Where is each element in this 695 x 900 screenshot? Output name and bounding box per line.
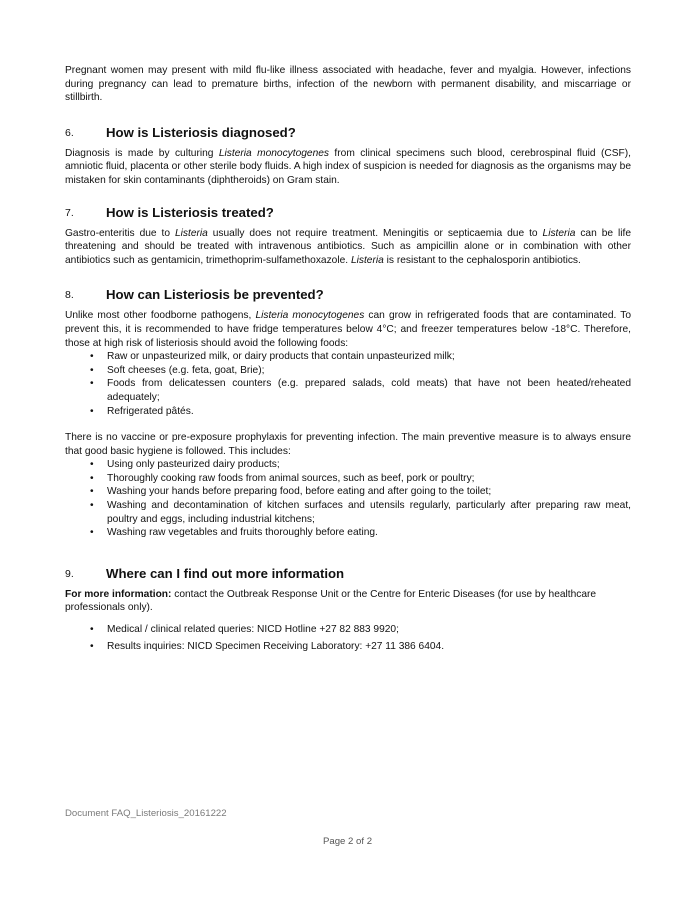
italic-term: Listeria monocytogenes	[218, 147, 330, 159]
section-title: How is Listeriosis diagnosed?	[106, 124, 296, 140]
section-title: How is Listeriosis treated?	[106, 204, 274, 220]
list-item: • Washing raw vegetables and fruits thoroughly before eating.	[65, 526, 631, 540]
section-treatment	[65, 205, 631, 268]
document-id-footer: Document FAQ_Listeriosis_20161222	[65, 808, 227, 819]
section-paragraph	[65, 309, 631, 350]
list-item: • Thoroughly cooking raw foods from animal sources, such as beef, pork or poultry;	[65, 472, 631, 486]
avoid-foods-list	[65, 350, 631, 418]
text-run: contact the Outbreak Response Unit or the Centre for Enteric Diseases (for use by healthcare professionals only).	[65, 588, 597, 614]
text-run: is resistant to the cephalosporin antibiotics.	[383, 254, 581, 266]
section-paragraph	[65, 227, 631, 268]
text-run: Unlike most other foodborne pathogens,	[65, 310, 256, 322]
list-item: • Raw or unpasteurized milk, or dairy products that contain unpasteurized milk;	[65, 350, 631, 364]
page-number-footer: Page 2 of 2	[322, 836, 373, 847]
spacer	[65, 615, 631, 623]
section-heading	[65, 125, 631, 141]
text-run: can be life threatening and should be treated with intravenous antibiotics. Such as ampicillin alone or in combination with other antibiotics such as gentamicin, trimethoprim-sulfamethoxazole.	[65, 227, 631, 266]
text-run: Diagnosis is made by culturing	[65, 147, 219, 159]
list-item: • Foods from delicatessen counters (e.g. prepared salads, cold meats) that have not been heated/reheated adequately;	[65, 377, 631, 404]
contacts-list	[65, 623, 631, 653]
spacer	[65, 418, 631, 431]
list-item: • Soft cheeses (e.g. feta, goat, Brie);	[65, 364, 631, 378]
bold-lead: For more information:	[65, 588, 172, 600]
page-content	[65, 64, 631, 656]
section-paragraph	[65, 588, 631, 615]
list-item: • Washing your hands before preparing food, before eating and after going to the toilet;	[65, 485, 631, 499]
text-run: can grow in refrigerated foods that are contaminated. To prevent this, it is recommended to have fridge temperatures below 4°C; and freezer temperatures below -18°C. Therefore, those at high risk of listeriosis should avoid the following foods:	[65, 310, 631, 349]
section-title: How can Listeriosis be prevented?	[106, 287, 324, 303]
list-item: • Using only pasteurized dairy products;	[65, 458, 631, 472]
section-diagnosis	[65, 125, 631, 188]
italic-term: Listeria	[350, 254, 384, 266]
section-number: 7.	[65, 206, 74, 219]
list-item: • Medical / clinical related queries: NICD Hotline +27 82 883 9920;	[65, 623, 631, 637]
section-prevention	[65, 287, 631, 540]
list-item: • Washing and decontamination of kitchen surfaces and utensils regularly, particularly after preparing raw meat, poultry and eggs, including industrial kitchens;	[65, 499, 631, 526]
hygiene-list	[65, 458, 631, 540]
section-more-info	[65, 566, 631, 653]
section-heading	[65, 205, 631, 221]
italic-term: Listeria monocytogenes	[255, 310, 365, 322]
section-paragraph	[65, 147, 631, 188]
text-run: from clinical specimens such blood, cerebrospinal fluid (CSF), amniotic fluid, placenta or other sterile body fluids. A high index of suspicion is needed for diagnosis as the organisms may be mistaken for skin contaminants (diphtheroids) on Gram stain.	[65, 147, 631, 186]
section-heading	[65, 287, 631, 303]
section-number: 8.	[65, 289, 74, 302]
section-number: 6.	[65, 126, 74, 139]
section-title: Where can I find out more information	[106, 565, 345, 581]
section-number: 9.	[65, 567, 74, 580]
italic-term: Listeria	[542, 227, 576, 239]
text-run: Gastro-enteritis due to	[65, 227, 175, 239]
intro-paragraph: Pregnant women may present with mild flu-like illness associated with headache, fever and myalgia. However, infections during pregnancy can lead to premature births, infection of the newborn with permanent disability, and miscarriage or stillbirth.	[65, 65, 631, 104]
italic-term: Listeria	[174, 227, 208, 239]
list-item: • Refrigerated pâtés.	[65, 405, 631, 419]
section-heading	[65, 566, 631, 582]
section-paragraph: There is no vaccine or pre-exposure prophylaxis for preventing infection. The main preventive measure is to always ensure that good basic hygiene is followed. This includes:	[65, 432, 631, 457]
text-run: usually does not require treatment. Meningitis or septicaemia due to	[207, 227, 543, 239]
list-item: • Results inquiries: NICD Specimen Receiving Laboratory: +27 11 386 6404.	[65, 640, 631, 654]
